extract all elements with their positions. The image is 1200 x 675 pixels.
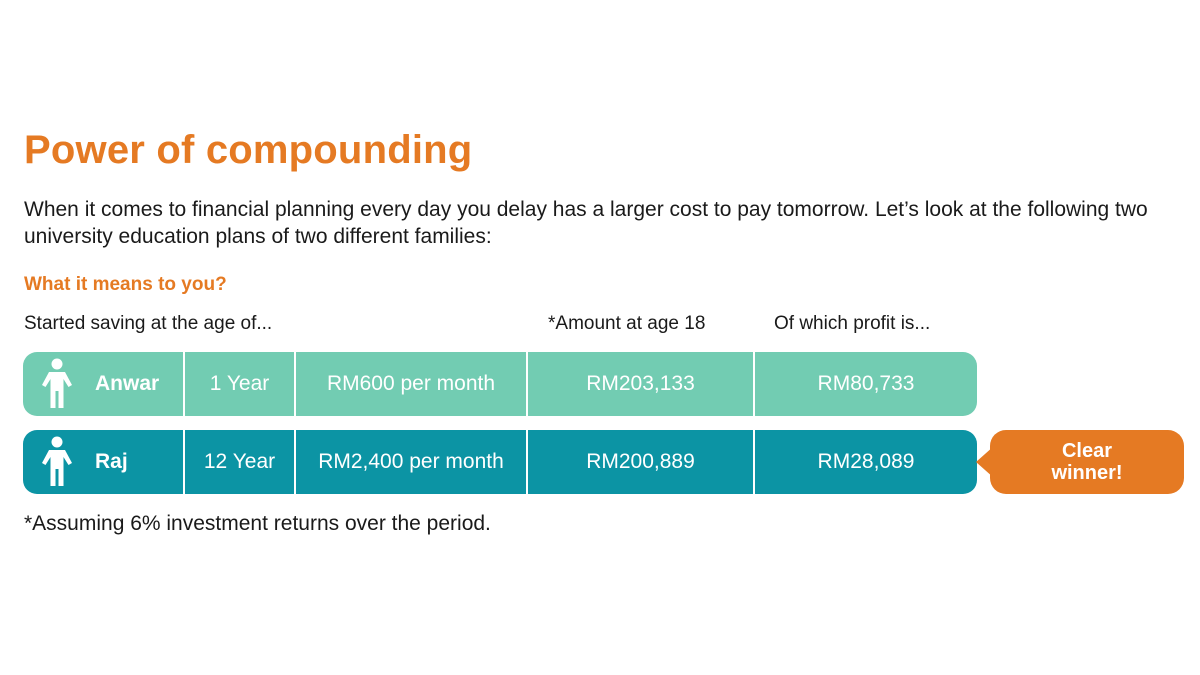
name-cell — [23, 430, 185, 494]
person-icon — [41, 358, 73, 410]
column-header-profit: Of which profit is... — [774, 313, 931, 334]
column-header-started: Started saving at the age of... — [24, 313, 273, 334]
monthly-cell: RM600 per month — [296, 352, 528, 416]
table-row-anwar — [23, 352, 977, 416]
name-cell — [23, 352, 185, 416]
profit-cell: RM80,733 — [817, 372, 915, 395]
person-name: Anwar — [95, 372, 160, 395]
age-cell: 1 Year — [185, 352, 296, 416]
section-subheading: What it means to you? — [24, 274, 227, 295]
person-icon — [41, 436, 73, 488]
amount-cell: RM203,133 — [528, 352, 755, 416]
amount-cell: RM200,889 — [528, 430, 755, 494]
intro-paragraph: When it comes to financial planning every day you delay has a larger cost to pay tomorrow. Let’s look at the following two university education plans of two different families: — [24, 198, 1148, 248]
footnote: *Assuming 6% investment returns over the period. — [24, 512, 491, 535]
callout-text: Clear winner! — [1051, 440, 1123, 484]
profit-cell: RM28,089 — [817, 450, 915, 473]
age-cell: 12 Year — [185, 430, 296, 494]
column-header-amount: *Amount at age 18 — [548, 313, 706, 334]
person-name: Raj — [95, 450, 128, 473]
page-title: Power of compounding — [24, 128, 473, 172]
table-row-raj — [23, 430, 977, 494]
clear-winner-callout — [990, 430, 1184, 494]
monthly-cell: RM2,400 per month — [296, 430, 528, 494]
